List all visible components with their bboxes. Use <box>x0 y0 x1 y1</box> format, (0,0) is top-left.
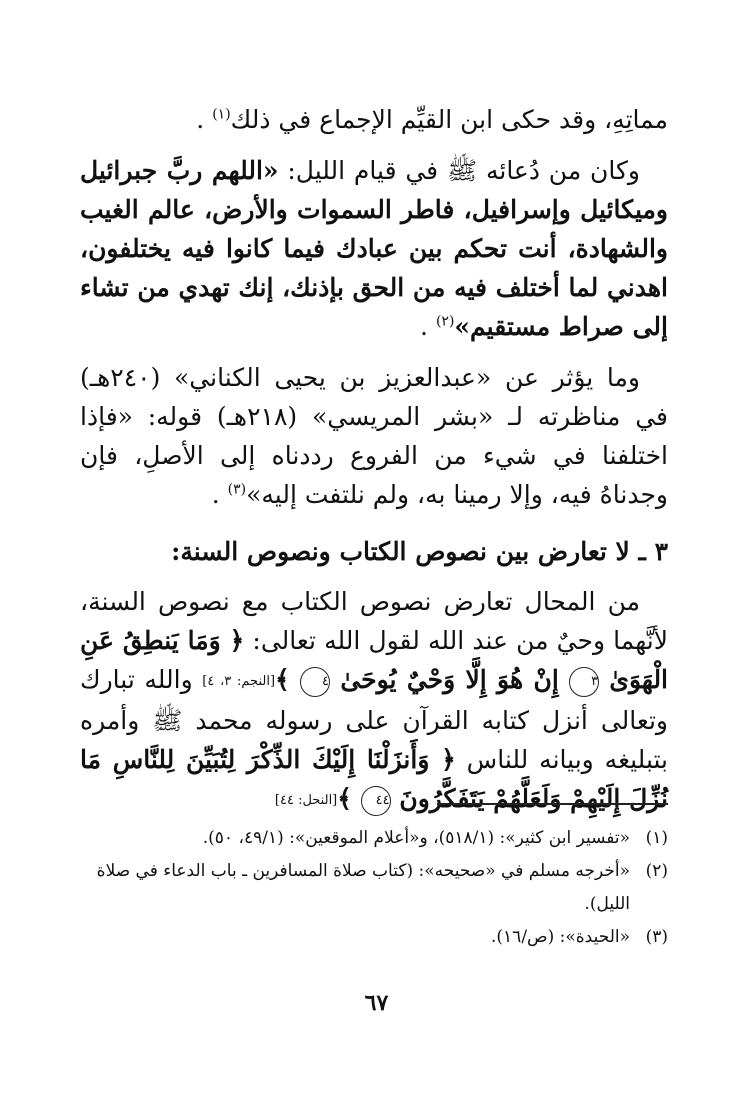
footnote-ref-1[interactable]: (١) <box>212 106 231 123</box>
paragraph-1-end: . <box>196 105 213 134</box>
footnotes <box>80 822 668 954</box>
footnote-2 <box>80 855 668 921</box>
footnote-text: «أخرجه مسلم في «صحيحه»: (كتاب صلاة المسافرين ـ باب الدعاء في صلاة الليل). <box>96 861 630 914</box>
paragraph-2-end: . <box>420 312 436 341</box>
paragraph-4-part2: والله تبارك وتعالى أنزل كتابه القرآن على رسوله محمد ﷺ وأمره بتبليغه وبيانه للناس <box>80 665 668 774</box>
quran-bracket-close: ﴾ <box>275 665 300 694</box>
quran-verse-1: ﴿ وَمَا يَنطِقُ عَنِ الْهَوَىٰ <box>80 626 669 694</box>
ayah-number-ornament: ٤ <box>300 667 330 697</box>
quran-verse-3: ﴿ وَأَنزَلْنَا إِلَيْكَ الذِّكْرَ لِتُبَيِّنَ لِلنَّاسِ مَا نُزِّلَ إِلَيْهِمْ وَلَعَلَّهُمْ يَتَفَكَّرُونَ <box>80 745 668 813</box>
paragraph-1 <box>80 100 668 139</box>
paragraph-4 <box>80 582 668 820</box>
footnote-number: (١) <box>645 828 668 848</box>
ayah-number-ornament: ٤٤ <box>361 786 391 816</box>
page-number: ٦٧ <box>364 990 389 1016</box>
surah-reference: [النحل: ٤٤] <box>274 793 338 808</box>
footnote-ref-3[interactable]: (٣) <box>227 481 247 498</box>
footnote-text: «تفسير ابن كثير»: (٥١٨/١)، و«أعلام الموقعين»: (٤٩/١، ٥٠). <box>202 828 630 848</box>
footnote-text: «الحيدة»: (ص/١٦). <box>491 927 630 947</box>
footnote-number: (٣) <box>645 927 668 947</box>
footnote-3 <box>80 921 668 954</box>
footnote-divider <box>437 803 668 805</box>
main-text-top <box>80 100 668 514</box>
section-heading: ٣ ـ لا تعارض بين نصوص الكتاب ونصوص السنة: <box>171 537 668 566</box>
ayah-number-ornament: ٣ <box>569 667 599 697</box>
paragraph-4-part1: من المحال تعارض نصوص الكتاب مع نصوص السنة، لأنَّهما وحيٌ من عند الله لقول الله تعالى: <box>80 587 668 655</box>
paragraph-3-end: . <box>211 480 228 509</box>
quran-verse-2: إِنْ هُوَ إِلَّا وَحْيٌ يُوحَىٰ <box>330 665 570 694</box>
footnote-number: (٢) <box>645 861 668 881</box>
main-text-bottom <box>80 582 668 820</box>
footnote-1 <box>80 822 668 855</box>
paragraph-3-text: وما يؤثر عن «عبدالعزيز بن يحيى الكناني» (٢٤٠هـ) في مناظرته لـ «بشر المريسي» (٢١٨هـ) قوله: «فإذا اختلفنا في شيء من الفروع رددناه إلى الأصلِ، فإن وجدناهُ فيه، وإلا رمينا به، ولم نلتفت إليه» <box>80 363 669 509</box>
surah-reference: [النجم: ٣، ٤] <box>202 674 276 689</box>
paragraph-1-text: مماتِهِ، وقد حكى ابن القيِّم الإجماع في ذلك <box>230 105 668 134</box>
paragraph-2 <box>80 151 668 346</box>
paragraph-3 <box>80 358 668 514</box>
quran-bracket-close: ﴾ <box>337 784 361 813</box>
prayer-quote: «اللهم ربَّ جبرائيل وميكائيل وإسرافيل، فاطر السموات والأرض، عالم الغيب والشهادة، أنت تحكم بين عبادك فيما كانوا فيه يختلفون، اهدني لما أختلف فيه من الحق بإذنك، إنك تهدي من تشاء إلى صراط مستقيم» <box>80 156 668 341</box>
footnote-ref-2[interactable]: (٢) <box>435 313 455 330</box>
paragraph-2-lead: وكان من دُعائه ﷺ في قيام الليل: <box>278 156 640 185</box>
